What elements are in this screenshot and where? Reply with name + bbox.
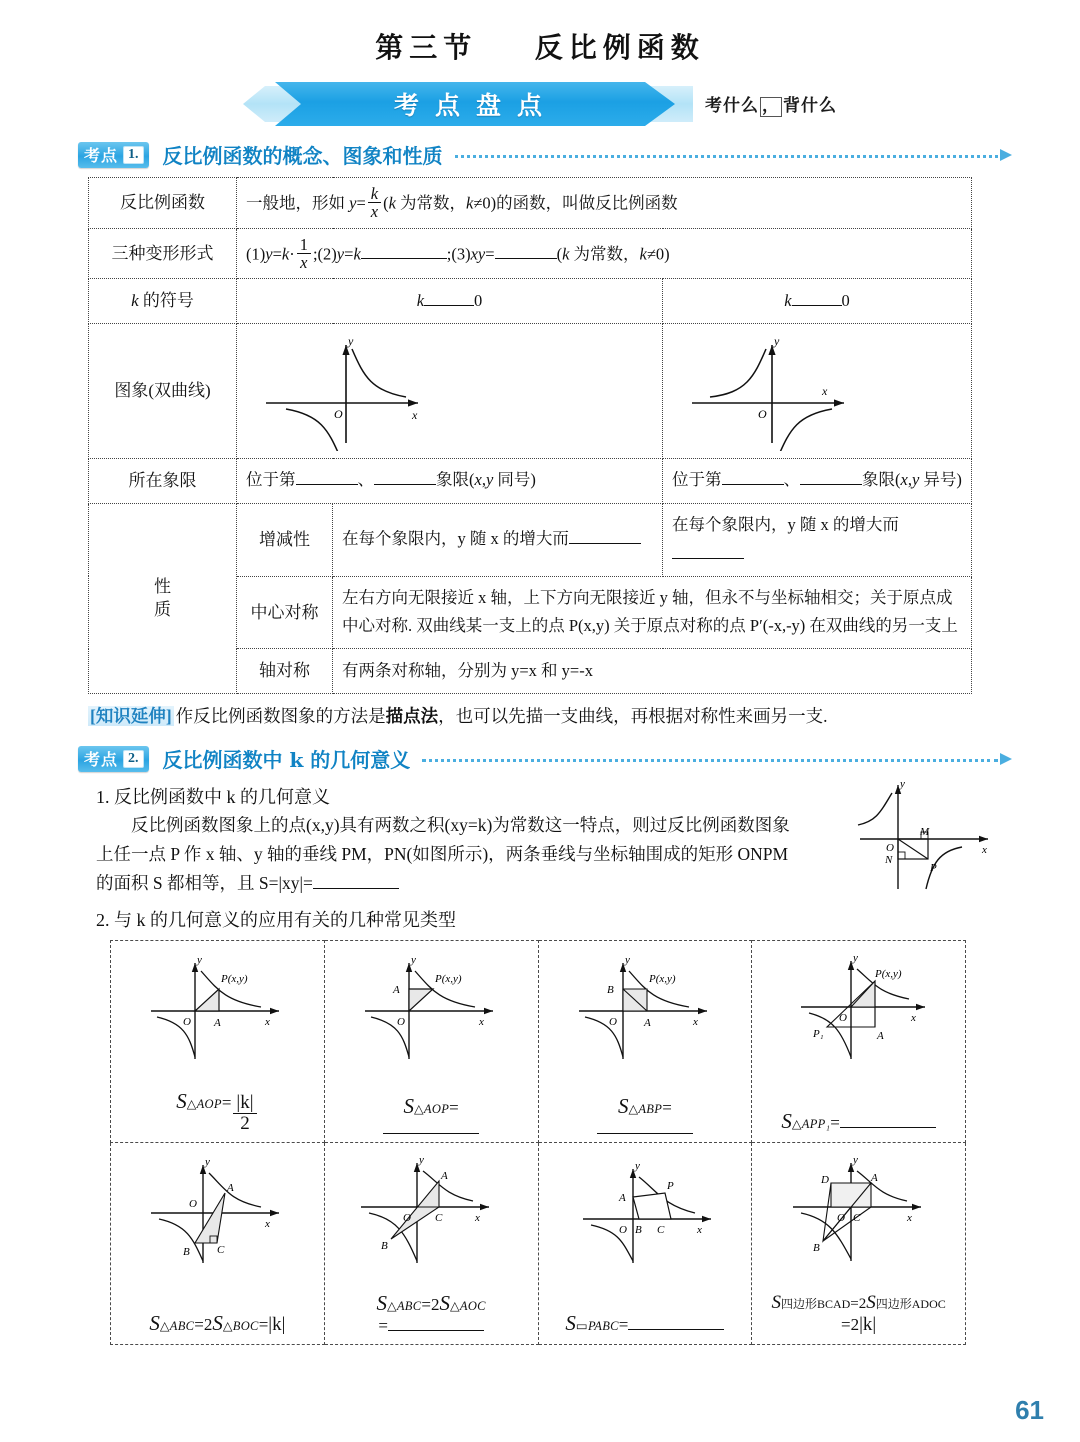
type-1-fraction [233,1093,256,1134]
type-5-label-C: C [217,1243,225,1256]
row-label-sign: k 的符号 [89,279,237,324]
type-4-rel: = [830,1112,840,1132]
kaodian-badge-2 [78,746,149,772]
type-3-label-B: B [606,983,614,996]
type-8-S2: S [866,1291,876,1313]
section-2-title: 反比例函数中 k 的几何意义 [162,748,411,772]
type-1-label-P: P(x,y) [221,972,248,985]
quad-right-blank-2[interactable] [800,484,862,485]
type-6-rel: =2 [421,1294,440,1314]
type-5-label-O: O [189,1197,198,1210]
type-8-second-line [754,1314,963,1336]
forms-k2: k [639,243,647,263]
svg-text:x: x [822,384,828,398]
type-8-tail: |k| [859,1313,877,1335]
svg-text:O: O [758,407,767,421]
type-8-S: S [771,1291,781,1313]
svg-text:O: O [334,407,343,421]
quad-left-a: 位于第 [246,470,296,490]
item-1-paragraph-text: 反比例函数图象上的点(x,y)具有两数之积(xy=k)为常数这一特点，则过反比例函数图象上任一点 P 作 x 轴、y 轴的垂线 PM，PN(如图所示)，两条垂线与坐标轴围成的矩形 ONPM 的面积 S 都相等，且 S=|xy|= [96,815,790,893]
type-6-label-x: x [475,1211,481,1224]
type-4-label-P: P(x,y) [874,967,902,980]
quad-left-c: 象限( [436,470,475,490]
type-cell-1 [111,940,325,1142]
type-3-S: S [617,1093,629,1118]
svg-text:y: y [774,334,780,348]
type-8-figure [775,1151,943,1269]
knowledge-extension-bold: 描点法 [385,706,439,726]
type-8-label-C: C [852,1211,860,1224]
hyperbola-quadrant-1-3-figure [246,331,446,451]
type-3-equation [541,1094,750,1138]
type-7-label-B: B [634,1223,642,1236]
type-6-second-line [327,1316,536,1336]
fig-label-O: O [886,842,894,854]
row-label-definition: 反比例函数 [89,178,237,229]
type-4-label-P1: P₁ [812,1027,824,1040]
type-3-answer-blank[interactable] [597,1119,693,1134]
quad-right-a: 位于第 [672,470,722,490]
page-title [0,0,1080,66]
form1-num: (1) [246,243,266,263]
type-5-rel2: = [258,1314,269,1334]
form3-num: ;(3) [446,243,471,263]
sign-left-k: k [416,290,425,310]
type-8-label-B: B [812,1241,820,1254]
type-1-equation [113,1089,322,1138]
type-cell-8 [752,1142,966,1344]
fig-label-x: x [982,844,987,856]
type-7-rel: = [618,1314,629,1334]
type-8-label-y: y [852,1153,858,1166]
type-1-label-x: x [265,1015,271,1028]
table-row-definition [89,178,972,229]
type-6-sub: △ABC [386,1298,422,1313]
quad-left-sep: 、 [357,470,374,490]
quad-left-y: y [485,470,494,490]
def-frac-num: k [368,185,381,203]
type-7-sub: ▭PABC [575,1318,619,1333]
table-row-forms [89,228,972,279]
type-1-S: S [176,1088,187,1113]
type-2-label-y: y [411,953,417,966]
dotted-rule-2 [422,759,998,762]
type-6-label-B: B [381,1239,388,1252]
hyperbola-quadrant-2-4-figure [672,331,872,451]
page-number: 61 [1015,1395,1044,1425]
sign-left-blank[interactable] [424,305,474,306]
type-cell-3 [538,940,752,1142]
type-2-label-P: P(x,y) [435,972,462,985]
quad-left-x: x [474,470,482,490]
type-3-label-x: x [692,1015,698,1028]
types-table-row-2 [111,1142,966,1344]
common-types-table [110,940,966,1345]
item-2-heading: 2. 与 k 的几何意义的应用有关的几种常见类型 [96,909,456,930]
form1-dot: · [289,243,295,263]
table-row-sign [89,279,972,324]
banner-row [0,82,1080,126]
sign-left-cell [237,279,663,324]
type-5-rel: =2 [194,1314,213,1334]
monotonicity-left [333,503,663,576]
monotonicity-right [663,503,972,576]
knowledge-extension [88,702,1008,730]
type-4-label-O: O [838,1011,847,1024]
row-label-properties: 性 质 [89,503,237,693]
forms-paren: ( [556,243,563,263]
banner-label: 考点盘点 [393,91,558,120]
section-header-2 [78,744,1012,773]
form1-fraction [297,236,311,272]
type-7-S: S [565,1310,576,1335]
type-5-tail: |k| [268,1313,286,1335]
def-eq: = [356,193,366,213]
type-2-label-O: O [397,1015,406,1028]
quad-right-blank-1[interactable] [722,484,784,485]
type-4-figure [775,949,943,1067]
title-prefix: 第三节 [375,31,478,64]
type-1-label-y: y [197,953,203,966]
row-label-central-symmetry: 中心对称 [237,576,333,649]
def-fraction [368,185,381,221]
type-8-sub: 四边形BCAD [780,1296,851,1311]
quad-left-d: 同号) [493,470,536,490]
type-4-equation [754,1109,963,1138]
type-1-frac-den: 2 [240,1112,250,1134]
type-1-frac-num: |k| [233,1093,256,1114]
form1-y: y [265,243,273,263]
graph-positive-k [237,324,663,459]
kaodian-badge-number: 1. [123,146,144,164]
knowledge-extension-text-a: 作反比例函数图象的方法是 [175,706,386,726]
type-6-answer-blank[interactable] [388,1316,484,1331]
type-5-figure [133,1151,301,1269]
type-6-label-y: y [419,1153,425,1166]
sign-left-zero: 0 [474,290,483,310]
form3-eq: = [485,243,495,263]
row-value-forms [237,228,972,279]
table-row-monotonicity [89,503,972,576]
table-row-graph [89,324,972,459]
type-3-sub: △ABP [628,1101,663,1116]
type-7-label-P: P [666,1179,674,1192]
type-6-S: S [376,1290,387,1315]
def-k1: k [388,193,396,213]
section-2-rule [422,754,1012,764]
quad-right-comma: , [907,470,912,490]
type-5-equation [113,1311,322,1340]
sign-right-zero: 0 [841,290,850,310]
type-6-sub2: △AOC [449,1298,486,1313]
type-5-label-x: x [265,1217,271,1230]
type-5-sub2: △BOC [222,1318,259,1333]
type-2-label-A: A [393,983,400,996]
quadrant-left-cell [237,459,663,504]
def-k2: k [466,193,474,213]
knowledge-extension-text-b: ，也可以先描一支曲线，再根据对称性来画另一支. [438,706,828,726]
type-2-answer-blank[interactable] [383,1119,479,1134]
type-cell-4 [752,940,966,1142]
form1-frac-den: x [300,252,308,272]
type-5-S: S [149,1310,160,1335]
type-5-sub: △ABC [159,1318,195,1333]
quad-right-d: 异号) [919,470,962,490]
form2-y: y [336,243,345,263]
banner-tagline [705,91,837,117]
type-2-sub: △AOP [414,1101,450,1116]
type-3-blank-line [541,1119,750,1134]
monotonicity-right-text: 在每个象限内，y 随 x 的增大而 [672,514,899,534]
type-6-figure [347,1151,515,1269]
tagline-pre: 考什么 [705,96,759,117]
type-2-S: S [403,1093,415,1118]
form3-xy: xy [470,243,486,263]
type-7-label-O: O [618,1223,627,1236]
monotonicity-left-blank[interactable] [569,543,641,544]
kaodian-badge-label-2: 考点 [84,750,119,769]
type-cell-7 [538,1142,752,1344]
graph-negative-k [663,324,972,459]
quad-left-blank-2[interactable] [374,484,436,485]
type-6-S2: S [439,1290,450,1315]
form2-k: k [353,243,361,263]
form2-answer-blank[interactable] [361,258,447,259]
type-3-figure [561,949,729,1067]
def-text-a: 一般地，形如 [246,193,350,213]
kaodian-badge-number-2: 2. [123,750,144,768]
fig-label-M: M [920,826,930,838]
monotonicity-right-blank[interactable] [672,558,744,559]
item-1-answer-blank[interactable] [313,888,399,889]
forms-const: 为常数， [569,243,640,263]
type-1-rel: = [221,1092,232,1112]
type-4-sub: △APP₁ [791,1116,831,1131]
type-3-label-P: P(x,y) [648,972,676,985]
def-frac-den: x [370,202,379,222]
row-value-definition [237,178,972,229]
type-8-sub2: 四边形ADOC [875,1296,946,1311]
axial-symmetry-text: 有两条对称轴，分别为 y=x 和 y=-x [333,649,972,694]
quad-right-sep: 、 [783,470,800,490]
row-label-quadrant: 所在象限 [89,459,237,504]
fig-label-y: y [900,778,905,790]
type-cell-6 [324,1142,538,1344]
type-4-S: S [781,1108,792,1133]
type-3-label-A: A [643,1016,651,1029]
type-2-rel: = [449,1097,459,1117]
knowledge-extension-tag: [知识延伸] [90,706,172,726]
kaodian-pandian-banner [243,82,693,126]
type-7-label-C: C [656,1223,665,1236]
forms-ne0: ≠0) [646,243,670,263]
onpm-svg [854,777,1004,895]
type-4-label-y: y [852,951,858,964]
types-table-row-1 [111,940,966,1142]
type-7-label-x: x [696,1223,702,1236]
row-label-forms: 三种变形形式 [89,228,237,279]
rectangle-onpm-figure [854,777,1004,895]
section-1-title: 反比例函数的概念、图象和性质 [162,144,443,168]
type-cell-5 [111,1142,325,1344]
item-1-paragraph [96,811,796,898]
form1-eq: = [272,243,282,263]
row-label-axial-symmetry: 轴对称 [237,649,333,694]
concept-table [88,177,972,694]
type-8-label-A: A [870,1171,878,1184]
def-paren: ( [383,193,389,213]
row-label-monotonicity: 增减性 [237,503,333,576]
type-1-sub: △AOP [186,1096,222,1111]
form3-answer-blank[interactable] [495,258,557,259]
type-1-figure [133,949,301,1067]
type-5-label-A: A [227,1181,235,1194]
type-5-S2: S [212,1310,223,1335]
type-7-label-A: A [618,1191,626,1204]
type-4-label-A: A [876,1029,884,1042]
type-2-blank-line [327,1119,536,1134]
quad-right-x: x [900,470,908,490]
svg-text:x: x [412,408,418,422]
fig-label-N: N [885,854,893,866]
forms-k1: k [562,243,570,263]
type-1-label-A: A [214,1016,222,1029]
quad-right-c: 象限( [862,470,901,490]
rule-arrow-icon [1000,149,1012,161]
form2-num: ;(2) [312,243,337,263]
type-7-figure [561,1151,729,1269]
monotonicity-left-text: 在每个象限内，y 随 x 的增大而 [342,529,569,549]
section-header-1 [78,140,1012,169]
quad-right-y: y [911,470,920,490]
section-1-rule [455,150,1012,160]
type-6-label-O: O [403,1211,412,1224]
type-6-label-A: A [441,1169,448,1182]
type-4-answer-blank[interactable] [840,1113,936,1128]
svg-text:y: y [348,334,354,348]
type-8-label-O: O [836,1211,845,1224]
type-5-label-y: y [205,1155,211,1168]
type-8-rel: =2 [850,1295,867,1312]
type-6-eq2: = [378,1315,388,1335]
form2-eq: = [344,243,354,263]
section-2-body [96,778,996,932]
type-2-equation [327,1094,536,1138]
type-4-label-x: x [910,1011,916,1024]
type-3-label-y: y [624,953,630,966]
tagline-comma: ， [762,96,780,117]
form1-k: k [281,243,290,263]
sign-right-k: k [784,290,792,310]
type-7-label-y: y [634,1159,640,1172]
form1-frac-num: 1 [297,236,311,254]
quad-left-comma: , [481,470,486,490]
type-8-label-x: x [906,1211,912,1224]
type-8-equation [754,1292,963,1340]
type-3-rel: = [662,1097,672,1117]
kaodian-badge-label: 考点 [84,146,119,165]
type-1-label-O: O [183,1015,192,1028]
central-symmetry-text: 左右方向无限接近 x 轴，上下方向无限接近 y 轴，但永不与坐标轴相交；关于原点成中心对称. 双曲线某一支上的点 P(x,y) 关于原点对称的点 P′(-x,-y) 在双曲线的另一支上 [333,576,972,649]
sign-right-cell [663,279,972,324]
type-7-equation [541,1311,750,1340]
item-1-heading: 1. 反比例函数中 k 的几何意义 [96,787,330,807]
type-8-label-D: D [820,1173,829,1186]
def-text-h: ≠0)的函数，叫做反比例函数 [473,193,678,213]
kaodian-badge-1 [78,142,149,168]
type-cell-2 [324,940,538,1142]
type-3-label-O: O [608,1015,617,1028]
quadrant-right-cell [663,459,972,504]
table-row-quadrant [89,459,972,504]
type-5-label-B: B [183,1245,191,1258]
dotted-rule [455,155,998,158]
tagline-post: 背什么 [783,96,837,117]
type-6-label-C: C [435,1211,443,1224]
type-2-figure [347,949,515,1067]
def-y: y [349,193,357,213]
row-label-graph: 图象(双曲线) [89,324,237,459]
type-6-equation [327,1291,536,1340]
fig-label-P: P [930,862,937,874]
def-text-f: 为常数， [395,193,467,213]
quad-left-blank-1[interactable] [296,484,358,485]
rule-arrow-icon-2 [1000,753,1012,765]
sign-right-blank[interactable] [792,305,842,306]
title-name: 反比例函数 [534,31,705,64]
type-8-eq2: =2 [841,1314,860,1334]
type-2-label-x: x [479,1015,485,1028]
type-7-answer-blank[interactable] [628,1315,724,1330]
